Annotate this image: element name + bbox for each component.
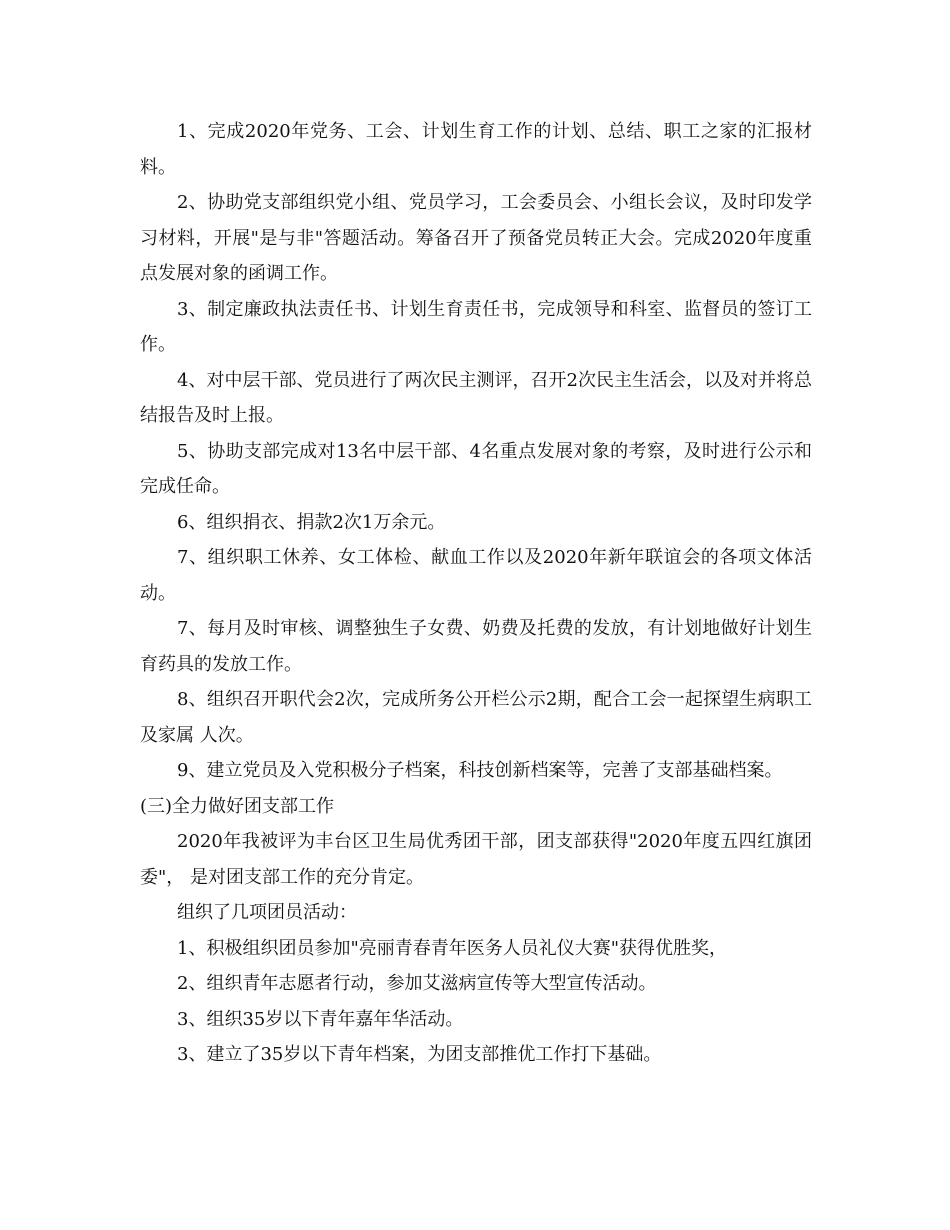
section-heading: (三)全力做好团支部工作 (140, 795, 335, 817)
paragraph-item-4: 4、对中层干部、党员进行了两次民主测评，召开2次民主生活会，以及对并将总结报告及时上报。 (140, 369, 812, 426)
activity-item-3b: 3、建立了35岁以下青年档案，为团支部推优工作打下基础。 (177, 1044, 662, 1065)
paragraph-award: 2020年我被评为丰台区卫生局优秀团干部，团支部获得"2020年度五四红旗团委"， 是对团支部工作的充分肯定。 (140, 831, 812, 888)
paragraph-item-7b: 7、每月及时审核、调整独生子女费、奶费及托费的发放，有计划地做好计划生育药具的发放工作。 (140, 618, 812, 675)
activity-item-2: 2、组织青年志愿者行动，参加艾滋病宣传等大型宣传活动。 (177, 973, 657, 994)
paragraph-item-9: 9、建立党员及入党积极分子档案，科技创新档案等，完善了支部基础档案。 (177, 760, 783, 781)
document-body (140, 114, 812, 1073)
paragraph-item-5: 5、协助支部完成对13名中层干部、4名重点发展对象的考察，及时进行公示和完成任命。 (140, 440, 812, 497)
paragraph-activities-intro: 组织了几项团员活动： (177, 902, 357, 923)
activity-item-3a: 3、组织35岁以下青年嘉年华活动。 (177, 1008, 464, 1030)
paragraph-item-7a: 7、组织职工休养、女工体检、献血工作以及2020年新年联谊会的各项文体活动。 (140, 547, 812, 604)
paragraph-item-8: 8、组织召开职代会2次，完成所务公开栏公示2期，配合工会一起探望生病职工及家属 人次。 (140, 689, 812, 746)
paragraph-item-1: 1、完成2020年党务、工会、计划生育工作的计划、总结、职工之家的汇报材料。 (140, 121, 812, 178)
paragraph-item-2: 2、协助党支部组织党小组、党员学习，工会委员会、小组长会议，及时印发学习材料，开展"是与非"答题活动。筹备召开了预备党员转正大会。完成2020年度重点发展对象的函调工作。 (140, 192, 812, 284)
paragraph-item-6: 6、组织捐衣、捐款2次1万余元。 (177, 511, 446, 533)
paragraph-item-3: 3、制定廉政执法责任书、计划生育责任书，完成领导和科室、监督员的签订工作。 (140, 298, 812, 355)
activity-item-1: 1、积极组织团员参加"亮丽青春青年医务人员礼仪大赛"获得优胜奖， (177, 937, 728, 959)
